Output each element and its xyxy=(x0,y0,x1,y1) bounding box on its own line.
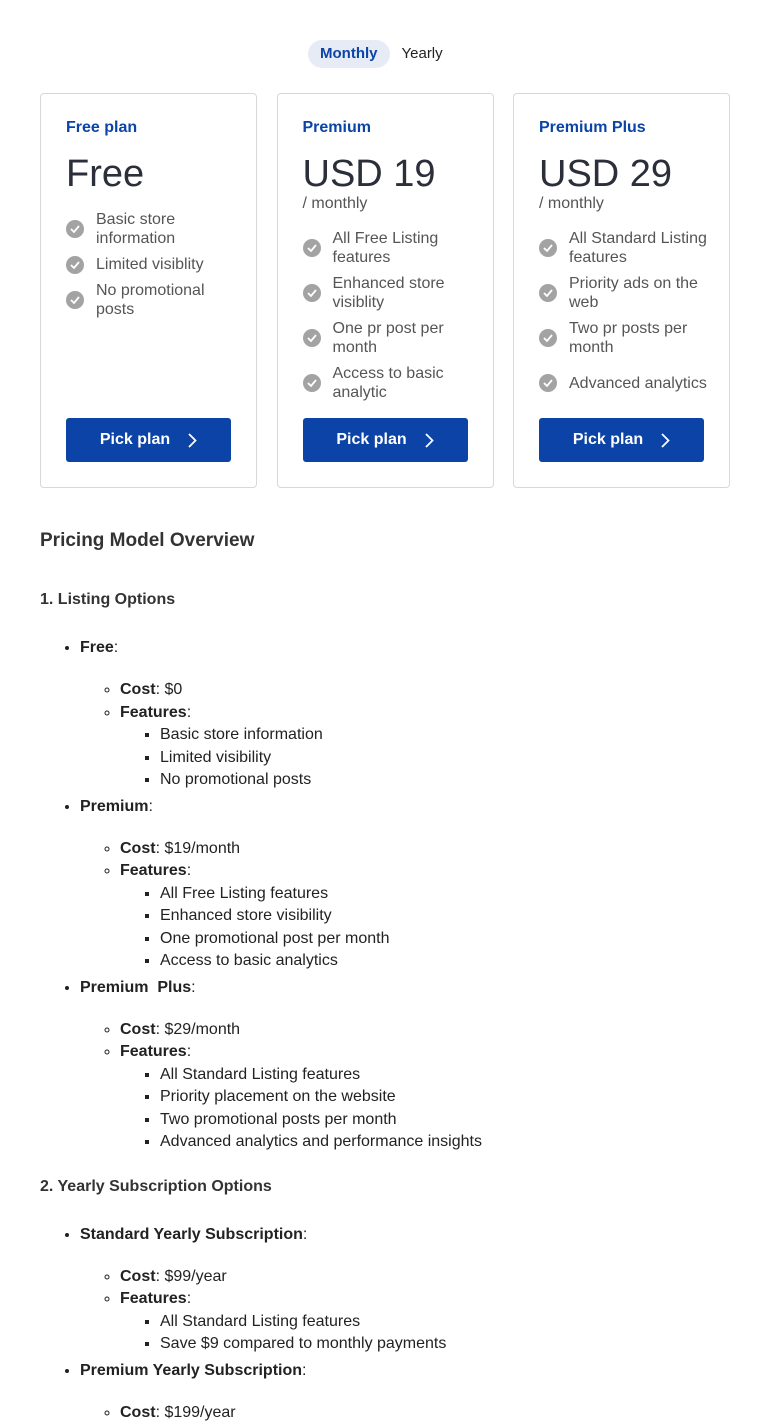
plan-item-name: Standard Yearly Subscription xyxy=(80,1226,303,1243)
chevron-right-icon xyxy=(425,433,434,448)
plan-feature xyxy=(539,274,709,312)
feature-list xyxy=(120,1311,730,1356)
plan-item-name: Free xyxy=(80,639,114,656)
plan-price: USD 29 xyxy=(539,152,672,196)
list-item: • Premium Plus: ◦ Cost: $29/month ◦ Features: ▪ All Standard Listing features ▪ Priority placement on the website ▪ Two promotional posts per month ▪ Advanced analytics and performance insights xyxy=(80,973,730,1154)
plan-card-premium-plus xyxy=(513,93,730,488)
plan-feature xyxy=(303,364,473,402)
plan-detail-list xyxy=(80,1402,730,1424)
plan-feature-text: All Standard Listing features xyxy=(569,229,709,267)
plan-feature-list xyxy=(539,229,709,409)
list-item: ◦ Cost: $29/month xyxy=(120,1019,730,1042)
plan-feature xyxy=(303,274,473,312)
plan-name: Premium xyxy=(303,119,371,137)
plan-name: Premium Plus xyxy=(539,119,646,137)
list-item: • Premium: ◦ Cost: $19/month ◦ Features: ▪ All Free Listing features ▪ Enhanced store visibility ▪ One promotional post per month ▪ Access to basic analytics xyxy=(80,792,730,973)
check-circle-icon xyxy=(66,291,84,309)
cost-label: Cost xyxy=(120,681,156,698)
pick-plan-label: Pick plan xyxy=(100,431,170,449)
plan-feature xyxy=(66,281,236,319)
list-item: • Standard Yearly Subscription: ◦ Cost: $99/year ◦ Features: ▪ All Standard Listing features ▪ Save $9 compared to monthly payments xyxy=(80,1197,730,1356)
list-item: ▪ All Standard Listing features xyxy=(160,1064,730,1087)
overview-title: Pricing Model Overview xyxy=(40,528,730,554)
plan-cards xyxy=(40,93,730,488)
section-heading: 2. Yearly Subscription Options xyxy=(40,1177,730,1197)
plan-card-free xyxy=(40,93,257,488)
feature-list xyxy=(120,724,730,792)
pick-plan-label: Pick plan xyxy=(336,431,406,449)
plan-feature xyxy=(539,364,709,402)
plan-price: USD 19 xyxy=(303,152,436,196)
check-circle-icon xyxy=(66,256,84,274)
pick-plan-button-free[interactable] xyxy=(66,418,231,462)
plan-name: Free plan xyxy=(66,119,137,137)
pricing-overview xyxy=(40,528,730,1424)
chevron-right-icon xyxy=(188,433,197,448)
cost-value: $99/year xyxy=(164,1268,226,1285)
pick-plan-button-premium-plus[interactable] xyxy=(539,418,704,462)
plan-feature xyxy=(303,229,473,267)
plan-feature-text: Advanced analytics xyxy=(569,374,707,393)
features-label: Features xyxy=(120,704,187,721)
plan-item-name: Premium Yearly Subscription xyxy=(80,1362,302,1379)
plan-detail-list xyxy=(80,1266,730,1356)
plan-feature-text: Basic store information xyxy=(96,210,236,248)
check-circle-icon xyxy=(303,284,321,302)
plan-feature-text: Limited visiblity xyxy=(96,255,204,274)
list-item: ◦ Cost: $0 xyxy=(120,679,730,702)
plan-detail-list xyxy=(80,1019,730,1154)
plan-detail-list xyxy=(80,838,730,973)
list-item: ◦ Features: ▪ All Free Listing features ▪ Enhanced store visibility ▪ One promotional post per month ▪ Access to basic analytics xyxy=(120,860,730,973)
list-item: ◦ Cost: $199/year xyxy=(120,1402,730,1424)
plan-feature-list xyxy=(66,210,236,326)
cost-label: Cost xyxy=(120,1404,156,1421)
list-item: ◦ Features: ▪ Basic store information ▪ Limited visibility ▪ No promotional posts xyxy=(120,702,730,792)
plan-list xyxy=(40,1197,730,1424)
plan-list xyxy=(40,610,730,1154)
features-label: Features xyxy=(120,1290,187,1307)
plan-feature-text: Priority ads on the web xyxy=(569,274,709,312)
cost-value: $19/month xyxy=(164,840,240,857)
plan-card-premium xyxy=(277,93,494,488)
plan-feature-text: Enhanced store visiblity xyxy=(333,274,473,312)
check-circle-icon xyxy=(303,329,321,347)
list-item: ▪ Advanced analytics and performance insights xyxy=(160,1131,730,1154)
list-item: ◦ Cost: $19/month xyxy=(120,838,730,861)
list-item: ▪ All Standard Listing features xyxy=(160,1311,730,1334)
list-item: ◦ Cost: $99/year xyxy=(120,1266,730,1289)
plan-feature-text: No promotional posts xyxy=(96,281,236,319)
plan-feature-text: All Free Listing features xyxy=(333,229,473,267)
cost-label: Cost xyxy=(120,1268,156,1285)
cost-value: $0 xyxy=(164,681,182,698)
check-circle-icon xyxy=(303,374,321,392)
feature-list xyxy=(120,883,730,973)
list-item: ▪ Basic store information xyxy=(160,724,730,747)
plan-price: Free xyxy=(66,152,144,196)
plan-feature xyxy=(66,210,236,248)
cost-label: Cost xyxy=(120,840,156,857)
list-item: ▪ All Free Listing features xyxy=(160,883,730,906)
list-item: • Free: ◦ Cost: $0 ◦ Features: ▪ Basic store information ▪ Limited visibility ▪ No promotional posts xyxy=(80,610,730,792)
plan-detail-list xyxy=(80,679,730,792)
chevron-right-icon xyxy=(661,433,670,448)
list-item: • Premium Yearly Subscription: ◦ Cost: $199/year xyxy=(80,1356,730,1424)
plan-item-name: Premium Plus xyxy=(80,979,191,996)
check-circle-icon xyxy=(539,239,557,257)
cost-value: $29/month xyxy=(164,1021,240,1038)
pick-plan-button-premium[interactable] xyxy=(303,418,468,462)
list-item: ▪ Save $9 compared to monthly payments xyxy=(160,1333,730,1356)
plan-period: / monthly xyxy=(539,195,604,213)
list-item: ▪ One promotional post per month xyxy=(160,928,730,951)
list-item: ▪ Priority placement on the website xyxy=(160,1086,730,1109)
feature-list xyxy=(120,1064,730,1154)
cost-label: Cost xyxy=(120,1021,156,1038)
plan-feature-text: Access to basic analytic xyxy=(333,364,473,402)
list-item: ▪ Limited visibility xyxy=(160,747,730,770)
section-heading: 1. Listing Options xyxy=(40,590,730,610)
check-circle-icon xyxy=(539,374,557,392)
check-circle-icon xyxy=(303,239,321,257)
toggle-monthly[interactable]: Monthly xyxy=(308,40,390,68)
list-item: ◦ Features: ▪ All Standard Listing features ▪ Save $9 compared to monthly payments xyxy=(120,1288,730,1356)
plan-period: / monthly xyxy=(303,195,368,213)
check-circle-icon xyxy=(539,284,557,302)
plan-feature-list xyxy=(303,229,473,409)
cost-value: $199/year xyxy=(164,1404,235,1421)
plan-feature xyxy=(303,319,473,357)
list-item: ▪ Enhanced store visibility xyxy=(160,905,730,928)
list-item: ▪ Access to basic analytics xyxy=(160,950,730,973)
plan-feature xyxy=(539,319,709,357)
plan-item-name: Premium xyxy=(80,798,148,815)
list-item: ▪ Two promotional posts per month xyxy=(160,1109,730,1132)
plan-feature xyxy=(539,229,709,267)
plan-feature-text: One pr post per month xyxy=(333,319,473,357)
plan-feature-text: Two pr posts per month xyxy=(569,319,709,357)
check-circle-icon xyxy=(539,329,557,347)
features-label: Features xyxy=(120,862,187,879)
list-item: ▪ No promotional posts xyxy=(160,769,730,792)
features-label: Features xyxy=(120,1043,187,1060)
list-item: ◦ Features: ▪ All Standard Listing features ▪ Priority placement on the website ▪ Two promotional posts per month ▪ Advanced analytics and performance insights xyxy=(120,1041,730,1154)
toggle-yearly[interactable]: Yearly xyxy=(390,40,455,68)
billing-period-toggle xyxy=(308,40,455,68)
check-circle-icon xyxy=(66,220,84,238)
plan-feature xyxy=(66,255,236,274)
pick-plan-label: Pick plan xyxy=(573,431,643,449)
